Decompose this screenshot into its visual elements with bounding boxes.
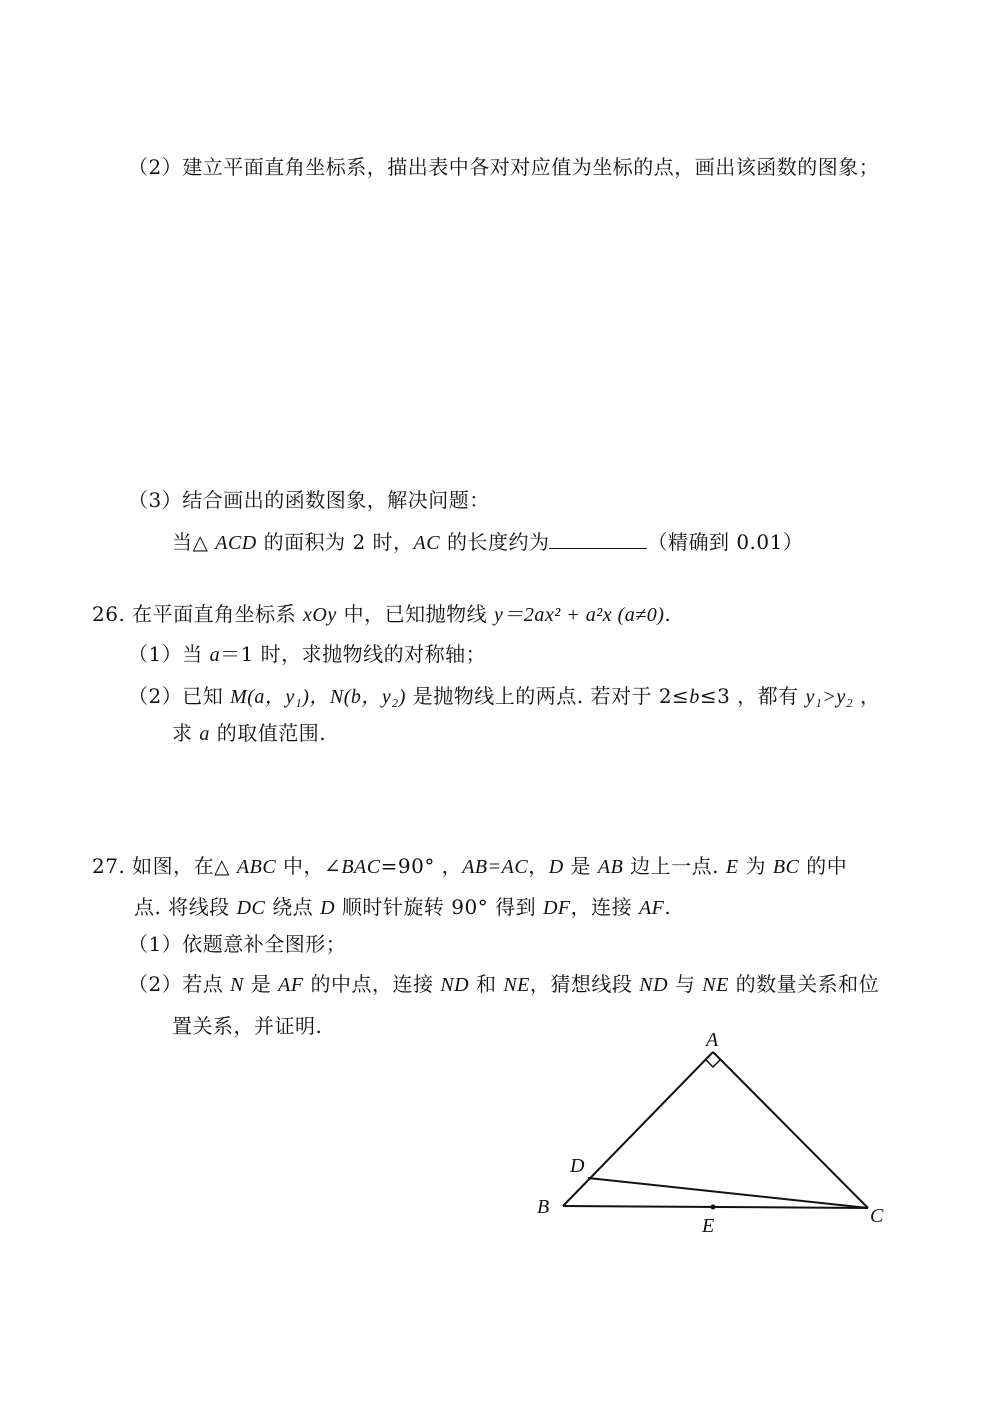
math-e: E: [725, 856, 739, 878]
math-points: M(a，y₁)，N(b，y₂): [230, 686, 406, 708]
q26-part2-line2: [172, 719, 326, 748]
math-acd: ACD: [215, 532, 257, 554]
q27-part2-line2: 置关系，并证明.: [172, 1014, 323, 1038]
text: 中，∠: [276, 854, 342, 878]
question-number: 26.: [92, 602, 126, 626]
label-d: D: [570, 1155, 585, 1177]
text: （2）已知: [128, 684, 231, 708]
text: 顺时针旋转 90° 得到: [335, 895, 543, 919]
question-number: 27.: [92, 854, 126, 878]
math-xoy: xOy: [303, 604, 337, 626]
text: 当△: [172, 530, 216, 554]
text: 和: [469, 972, 504, 996]
math-ne: NE: [702, 974, 729, 996]
text: 是: [563, 854, 598, 878]
math-af: AF: [278, 974, 304, 996]
text: 中，已知抛物线: [336, 602, 494, 626]
q26-stem: [92, 600, 671, 629]
q25-part2: （2）建立平面直角坐标系，描出表中各对对应值为坐标的点，画出该函数的图象；: [128, 155, 880, 179]
label-c: C: [870, 1205, 884, 1227]
side-ac: [713, 1052, 868, 1208]
math-inequality: y₁>y₂: [805, 686, 854, 708]
label-b: B: [537, 1196, 550, 1218]
text: 的中点，连接: [303, 972, 441, 996]
math-nd: ND: [639, 974, 669, 996]
math-bac: BAC: [341, 856, 381, 878]
triangle-figure: [520, 1020, 900, 1250]
text: 如图，在△: [132, 854, 237, 878]
text: 绕点: [265, 895, 321, 919]
text: ，猜想线段: [529, 972, 640, 996]
math-ne: NE: [503, 974, 530, 996]
text: 在平面直角坐标系: [132, 602, 304, 626]
text: ，连接: [570, 895, 639, 919]
q27-line2: [134, 893, 671, 922]
math-n: N: [230, 974, 244, 996]
point-e: [711, 1205, 716, 1210]
text: ，: [528, 854, 549, 878]
text: 的数量关系和位: [728, 972, 880, 996]
text: 的面积为 2 时，: [256, 530, 414, 554]
math-a: a: [209, 644, 221, 666]
text: .: [664, 895, 672, 919]
text: ＝1 时，求抛物线的对称轴；: [220, 642, 487, 666]
math-b: b: [689, 686, 700, 708]
math-ac: AC: [413, 532, 441, 554]
text: 边上一点.: [623, 854, 726, 878]
text: 是抛物线上的两点. 若对于 2≤: [405, 684, 690, 708]
q25-part3-title: （3）结合画出的函数图象，解决问题：: [128, 488, 490, 512]
text: 求: [172, 721, 200, 745]
math-a: a: [199, 723, 210, 745]
q25-part3-question: [172, 528, 803, 557]
math-df: DF: [542, 897, 571, 919]
text: ≤3 ，都有: [699, 684, 806, 708]
text: （1）当: [128, 642, 210, 666]
math-ab-ac: AB=AC: [462, 856, 529, 878]
text: 的取值范围.: [209, 721, 327, 745]
text: 为: [738, 854, 773, 878]
text: 点. 将线段: [134, 895, 237, 919]
text: =90° ，: [380, 854, 463, 878]
text: ，: [853, 684, 881, 708]
q27-line1: [92, 852, 847, 881]
segment-dc: [588, 1178, 868, 1208]
math-dc: DC: [236, 897, 266, 919]
label-a: A: [706, 1029, 719, 1051]
text: 与: [668, 972, 703, 996]
right-angle-mark: [706, 1060, 720, 1067]
text: （2）若点: [128, 972, 231, 996]
math-abc: ABC: [236, 856, 277, 878]
q26-part1: [128, 640, 486, 669]
math-bc: BC: [772, 856, 800, 878]
text: （精确到 0.01）: [647, 530, 804, 554]
math-parabola: y＝2ax² + a²x (a≠0): [493, 604, 665, 626]
text: 的中: [799, 854, 848, 878]
q27-part2: [128, 970, 879, 999]
math-d: D: [548, 856, 564, 878]
label-e: E: [702, 1215, 715, 1237]
math-d: D: [320, 897, 336, 919]
text: 是: [243, 972, 279, 996]
q27-part1: （1）依题意补全图形；: [128, 932, 347, 956]
q26-part2: [128, 682, 881, 711]
math-af: AF: [638, 897, 665, 919]
math-nd: ND: [440, 974, 470, 996]
text: 的长度约为: [440, 530, 550, 554]
math-ab: AB: [597, 856, 624, 878]
answer-blank[interactable]: [549, 530, 647, 549]
text: .: [664, 602, 672, 626]
